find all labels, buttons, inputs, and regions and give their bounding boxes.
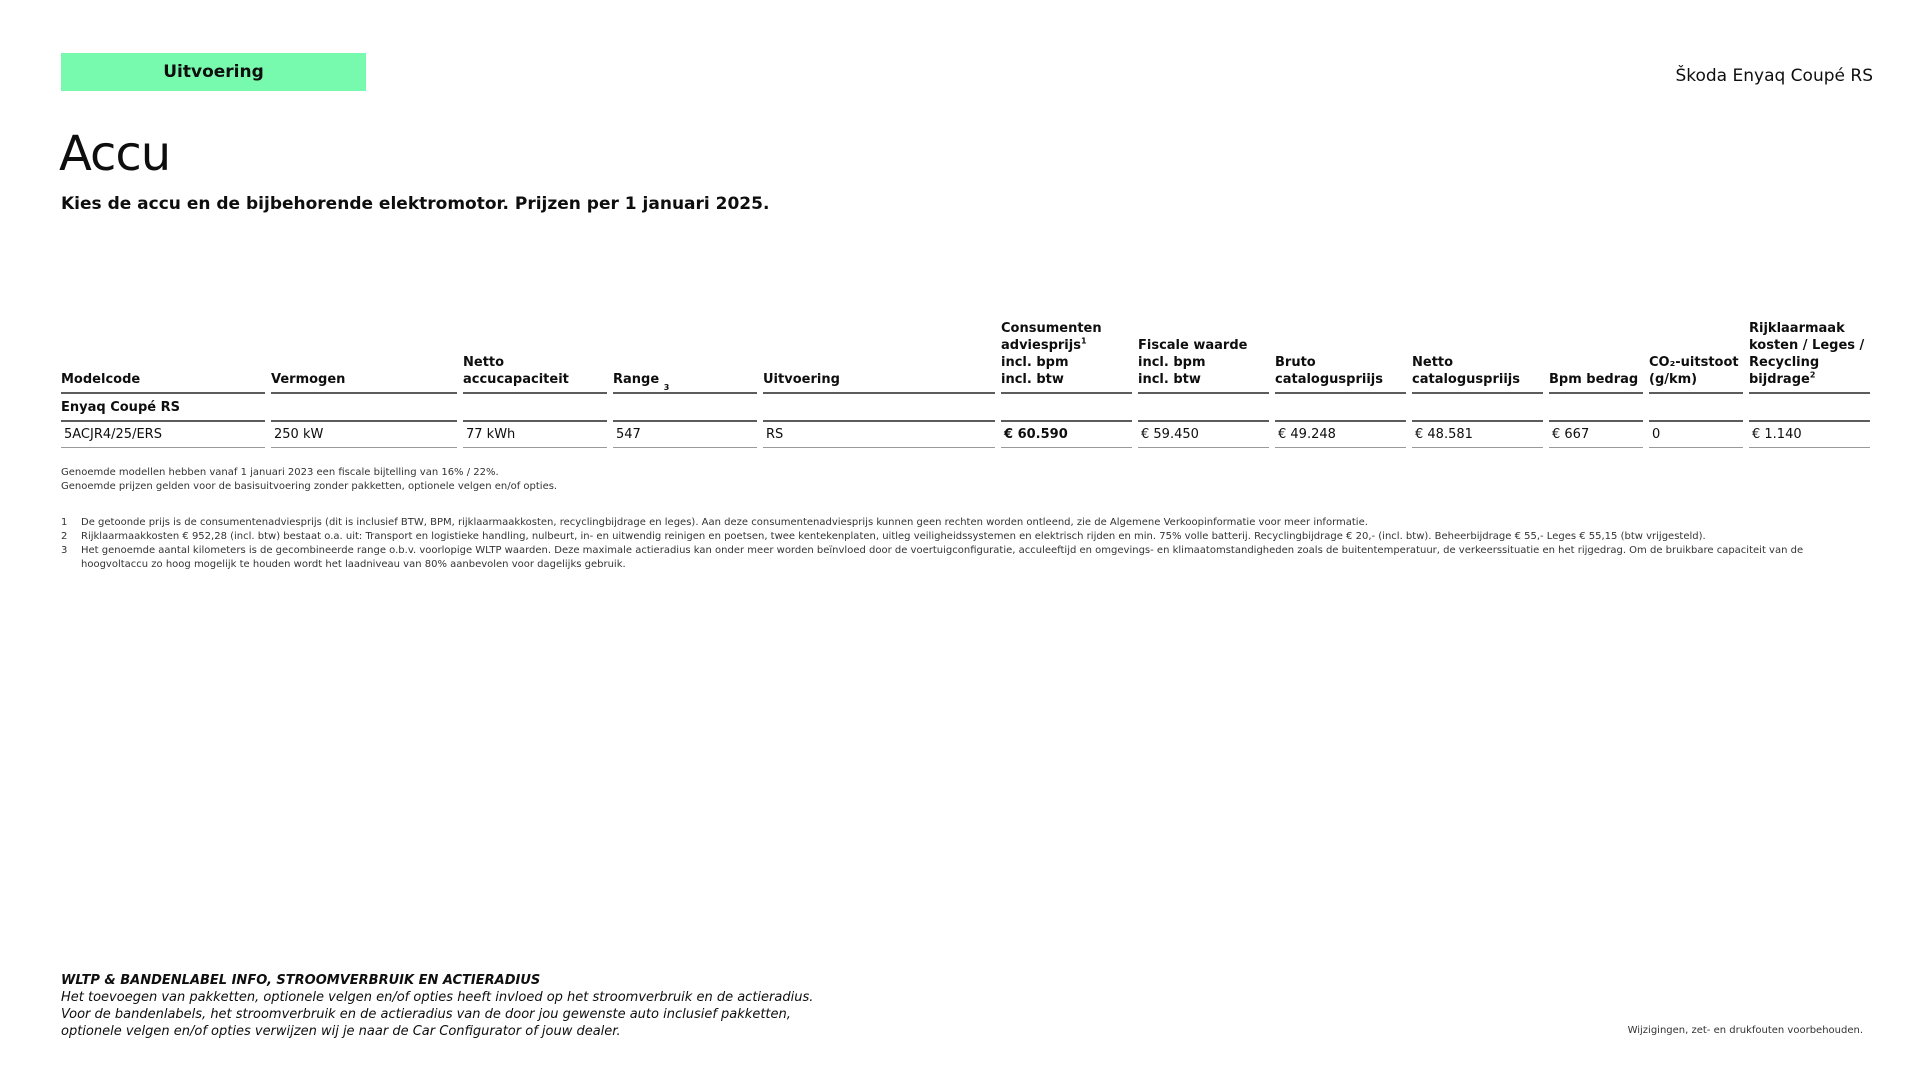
column-header: Consumenten adviesprijs$^1$ incl. bpm incl. btw [1001, 310, 1132, 394]
group-cell [1649, 394, 1743, 422]
group-cell [1138, 394, 1269, 422]
group-cell [463, 394, 607, 422]
column-header: Uitvoering [763, 310, 995, 394]
table-cell: 250 kW [271, 422, 457, 448]
group-cell [1001, 394, 1132, 422]
column-header: Netto accucapaciteit [463, 310, 607, 394]
notes [61, 466, 557, 494]
wltp-line: Het toevoegen van pakketten, optionele velgen en/of opties heeft invloed op het stroomverbruik en de actieradius. [61, 990, 814, 1005]
table-header-row [61, 310, 1870, 394]
column-header: Bpm bedrag [1549, 310, 1643, 394]
footnote-number: 2 [61, 531, 68, 542]
disclaimer: Wijzigingen, zet- en drukfouten voorbehouden. [1627, 1025, 1863, 1036]
column-header: Bruto cataloguspriijs [1275, 310, 1406, 394]
wltp-heading: WLTP & BANDENLABEL INFO, STROOMVERBRUIK EN ACTIERADIUS [61, 973, 541, 988]
table-cell: € 60.590 [1001, 422, 1132, 448]
table-cell: € 49.248 [1275, 422, 1406, 448]
table-cell: 0 [1649, 422, 1743, 448]
column-header: Range 3 [613, 310, 757, 394]
model-name: Škoda Enyaq Coupé RS [1675, 66, 1873, 86]
column-header: CO₂-uitstoot (g/km) [1649, 310, 1743, 394]
price-table [61, 310, 1870, 448]
table-group-row [61, 394, 1870, 422]
table-cell: 77 kWh [463, 422, 607, 448]
group-cell [613, 394, 757, 422]
column-header: Fiscale waarde incl. bpm incl. btw [1138, 310, 1269, 394]
footnote-text: Rijklaarmaakkosten € 952,28 (incl. btw) bestaat o.a. uit: Transport en logistieke handling, nulbeurt, in- en uitwendig reinigen en poetsen, twee kentekenplaten, uitleg veiligheidssystemen en elektrisch rijden en min. 75% volle batterij. Recyclingbijdrage € 20,- (incl. btw). Beheerbijdrage € 55,- Leges € 55,15 (btw vrijgesteld). [81, 531, 1706, 542]
footnote-text: De getoonde prijs is de consumentenadviesprijs (dit is inclusief BTW, BPM, rijklaarmaakkosten, recyclingbijdrage en leges). Aan deze consumentenadviesprijs kunnen geen rechten worden ontleend, zie de Algemene Verkoopinformatie voor meer informatie. [81, 517, 1368, 528]
page-subtitle: Kies de accu en de bijbehorende elektromotor. Prijzen per 1 januari 2025. [61, 194, 770, 214]
table-cell: 547 [613, 422, 757, 448]
footnote [61, 530, 1871, 544]
table-cell: € 48.581 [1412, 422, 1543, 448]
footnote-ref: 1 [1080, 336, 1087, 346]
table-cell: 5ACJR4/25/ERS [61, 422, 265, 448]
footnote-ref: 2 [1809, 370, 1816, 380]
footnote-number: 3 [61, 545, 68, 556]
column-header: Netto cataloguspriijs [1412, 310, 1543, 394]
table-cell: RS [763, 422, 995, 448]
group-cell [1749, 394, 1870, 422]
column-header: Rijklaarmaak kosten / Leges / Recycling bijdrage$^2$ [1749, 310, 1870, 394]
wltp-line: Voor de bandenlabels, het stroomverbruik en de actieradius van de door jou gewenste auto inclusief pakketten, [61, 1007, 791, 1022]
footnote [61, 516, 1871, 530]
footnotes [61, 516, 1871, 572]
group-cell [1412, 394, 1543, 422]
column-header: Modelcode [61, 310, 265, 394]
group-cell [271, 394, 457, 422]
group-cell [1549, 394, 1643, 422]
note-line: Genoemde prijzen gelden voor de basisuitvoering zonder pakketten, optionele velgen en/of opties. [61, 481, 558, 492]
footnote-text: Het genoemde aantal kilometers is de gecombineerde range o.b.v. voorlopige WLTP waarden. Deze maximale actieradius kan onder meer worden beïnvloed door de voertuigconfiguratie, acculeeftijd en omgevings- en klimaatomstandigheden zoals de buitentemperatuur, de verkeerssituatie en het rijgedrag. Om de bruikbare capaciteit van de hoogvoltaccu zo hoog mogelijk te houden wordt het laadniveau van 80% aanbevolen voor dagelijks gebruik. [81, 545, 1804, 570]
section-tag: Uitvoering [61, 53, 366, 91]
note-line: Genoemde modellen hebben vanaf 1 januari 2023 een fiscale bijtelling van 16% / 22%. [61, 467, 499, 478]
wltp-info [61, 972, 813, 1040]
footnote [61, 544, 1871, 572]
page-title: Accu [59, 126, 171, 182]
table-cell: € 59.450 [1138, 422, 1269, 448]
footnote-number: 1 [61, 517, 68, 528]
wltp-line: optionele velgen en/of opties verwijzen wij je naar de Car Configurator of jouw dealer. [61, 1024, 621, 1039]
column-header: Vermogen [271, 310, 457, 394]
group-cell [763, 394, 995, 422]
table-row [61, 422, 1870, 448]
table-cell: € 1.140 [1749, 422, 1870, 448]
table-cell: € 667 [1549, 422, 1643, 448]
group-cell [1275, 394, 1406, 422]
group-label: Enyaq Coupé RS [61, 394, 265, 422]
